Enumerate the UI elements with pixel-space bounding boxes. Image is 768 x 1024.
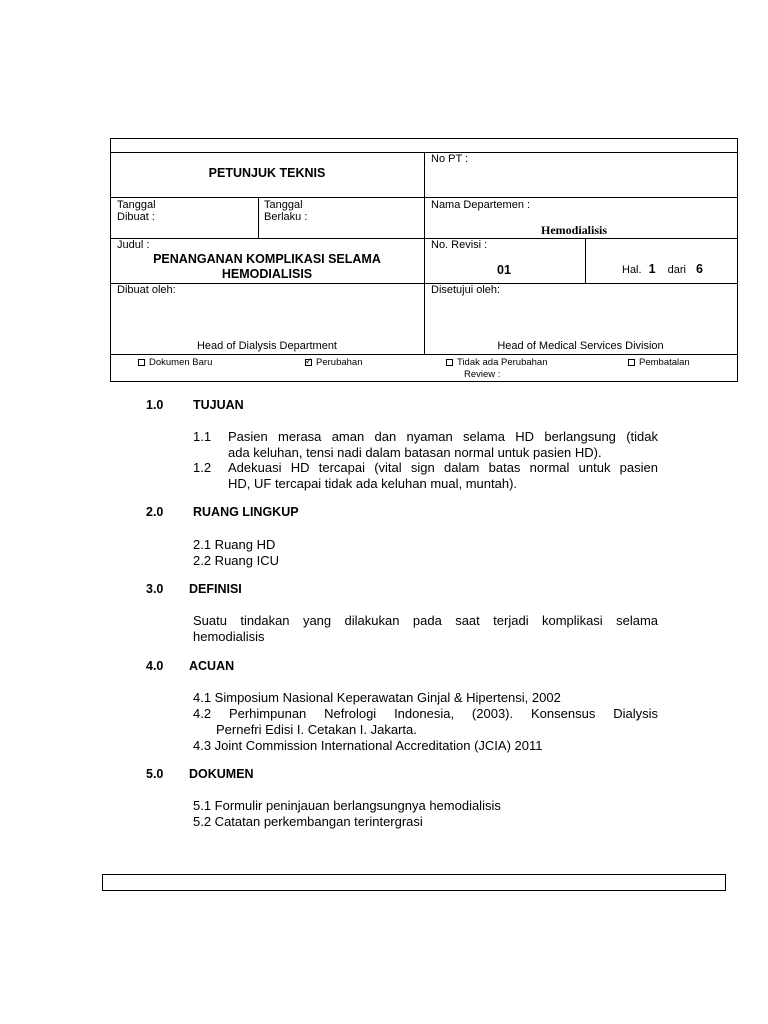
list-item: 5.1 Formulir peninjauan berlangsungnya hemodialisis	[193, 798, 501, 813]
hal-label: Hal.	[622, 264, 642, 276]
tanggal-berlaku-line2: Berlaku :	[264, 211, 308, 223]
judul-line2: HEMODIALISIS	[221, 267, 313, 281]
no-pt-label: No PT :	[431, 153, 469, 165]
section-title: TUJUAN	[193, 398, 244, 412]
section-title: ACUAN	[189, 659, 235, 673]
no-revisi-label: No. Revisi :	[431, 239, 488, 251]
section-title: DOKUMEN	[189, 767, 254, 781]
section-2-heading	[146, 505, 299, 519]
checkbox-tidak-ada-perubahan[interactable]	[446, 357, 548, 381]
item-line: ada keluhan, tensi nadi dalam batasan normal untuk pasien HD).	[228, 445, 602, 460]
judul-label: Judul :	[117, 239, 150, 251]
section-4-list	[193, 690, 658, 754]
section-3-paragraph	[193, 613, 658, 645]
document-type-title: PETUNJUK TEKNIS	[208, 166, 326, 180]
checkbox-label: Pembatalan	[639, 357, 690, 368]
section-number: 5.0	[146, 767, 164, 781]
item-number: 1.1	[193, 429, 212, 444]
item-1-2	[193, 460, 658, 492]
checkbox-perubahan[interactable]	[305, 357, 362, 368]
dari-label: dari	[667, 264, 686, 276]
checkbox-dokumen-baru[interactable]	[138, 357, 212, 368]
list-item: 2.2 Ruang ICU	[193, 553, 279, 568]
list-item: 4.2 Perhimpunan Nefrologi Indonesia, (2003). Konsensus Dialysis	[193, 706, 658, 721]
page-indicator	[622, 262, 703, 276]
tanggal-dibuat-label	[117, 199, 156, 223]
section-title: DEFINISI	[189, 582, 242, 596]
dari-value: 6	[696, 262, 703, 276]
item-line: Adekuasi HD tercapai (vital sign dalam batas normal untuk pasien	[228, 460, 658, 475]
section-5-list	[193, 798, 501, 830]
paragraph-line: Suatu tindakan yang dilakukan pada saat terjadi komplikasi selama	[193, 613, 658, 628]
item-line: Pasien merasa aman dan nyaman selama HD berlangsung (tidak	[228, 429, 658, 444]
list-item: 2.1 Ruang HD	[193, 537, 276, 552]
judul-line1: PENANGANAN KOMPLIKASI SELAMA	[153, 252, 381, 266]
checkbox-label: Perubahan	[316, 357, 363, 368]
list-item: 5.2 Catatan perkembangan terintergrasi	[193, 814, 423, 829]
section-4-heading	[146, 659, 235, 673]
tanggal-dibuat-line1: Tanggal	[117, 199, 156, 211]
list-item-continuation: Pernefri Edisi I. Cetakan I. Jakarta.	[216, 722, 417, 737]
checkbox-icon[interactable]	[138, 359, 145, 366]
item-line: HD, UF tercapai tidak ada keluhan mual, muntah).	[228, 476, 518, 491]
section-2-list	[193, 537, 279, 569]
dibuat-oleh-value: Head of Dialysis Department	[196, 340, 337, 352]
item-text	[228, 460, 658, 492]
judul-value	[110, 252, 424, 282]
section-number: 4.0	[146, 659, 164, 673]
checkbox-icon[interactable]	[446, 359, 453, 366]
checkbox-pembatalan[interactable]	[628, 357, 690, 368]
nama-departemen-value: Hemodialisis	[541, 223, 608, 237]
section-number: 1.0	[146, 398, 164, 412]
tanggal-berlaku-line1: Tanggal	[264, 199, 303, 211]
item-text	[228, 429, 658, 461]
paragraph-line: hemodialisis	[193, 629, 265, 644]
list-item: 4.3 Joint Commission International Accreditation (JCIA) 2011	[193, 738, 543, 753]
disetujui-oleh-value: Head of Medical Services Division	[497, 340, 664, 352]
tanggal-berlaku-label	[264, 199, 307, 223]
tanggal-dibuat-line2: Dibuat :	[117, 211, 155, 223]
item-number: 1.2	[193, 460, 212, 475]
checkbox-label: Tidak ada Perubahan	[457, 357, 548, 368]
nama-departemen-label: Nama Departemen :	[431, 199, 531, 211]
list-item: 4.1 Simposium Nasional Keperawatan Ginjal & Hipertensi, 2002	[193, 690, 561, 705]
dibuat-oleh-label: Dibuat oleh:	[117, 284, 176, 296]
item-1-1	[193, 429, 658, 461]
section-1-heading	[146, 398, 244, 412]
checkbox-label: Dokumen Baru	[149, 357, 213, 368]
checkbox-icon[interactable]	[628, 359, 635, 366]
no-revisi-value: 01	[497, 263, 511, 277]
section-title: RUANG LINGKUP	[193, 505, 299, 519]
hal-value: 1	[648, 262, 656, 276]
section-3-heading	[146, 582, 242, 596]
disetujui-oleh-label: Disetujui oleh:	[431, 284, 501, 296]
section-number: 3.0	[146, 582, 164, 596]
section-5-heading	[146, 767, 254, 781]
section-number: 2.0	[146, 505, 164, 519]
checked-checkbox-icon[interactable]	[305, 359, 312, 366]
review-label: Review :	[464, 369, 501, 380]
footer-box	[102, 874, 726, 891]
